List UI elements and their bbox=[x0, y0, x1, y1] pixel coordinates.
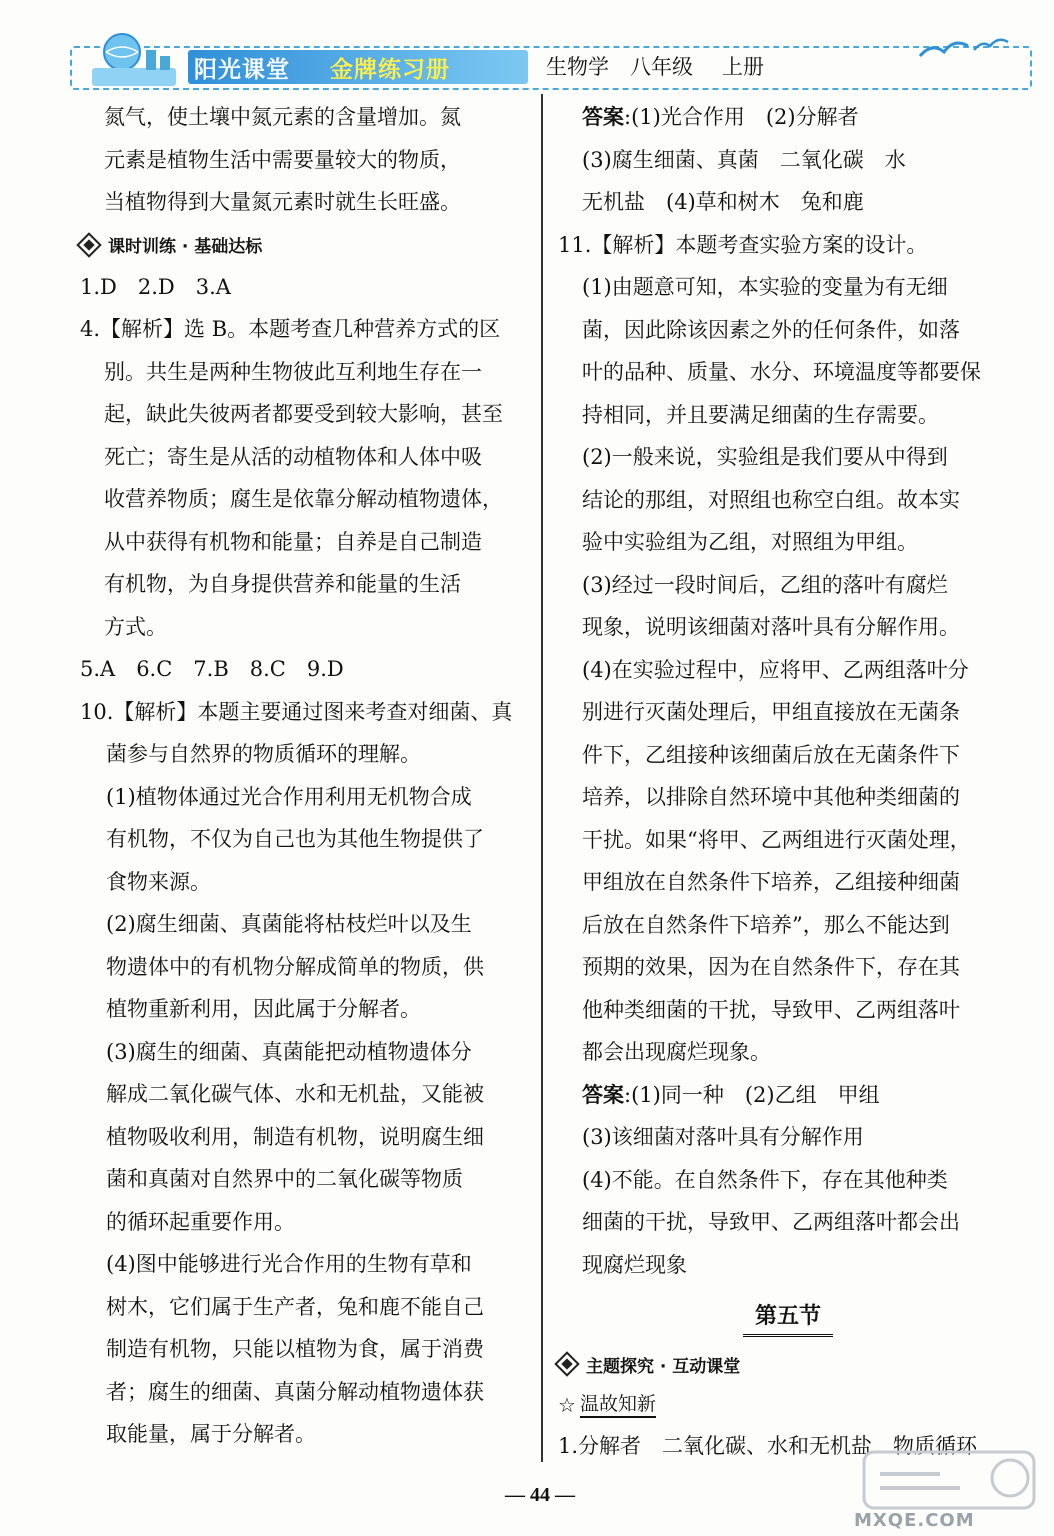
section-heading-explore bbox=[558, 1343, 1018, 1385]
text-line: 方式。 bbox=[104, 614, 167, 639]
section-title: 第五节 bbox=[743, 1300, 833, 1337]
text-line: 当植物得到大量氮元素时就生长旺盛。 bbox=[104, 190, 461, 214]
page-header bbox=[70, 28, 1030, 90]
text-line: 物遗体中的有机物分解成简单的物质，供 bbox=[106, 954, 484, 979]
text-line: (3)经过一段时间后，乙组的落叶有腐烂 bbox=[582, 572, 948, 597]
text-line: 现腐烂现象 bbox=[582, 1252, 687, 1277]
section-heading-text: 课时训练 · 基础达标 bbox=[108, 237, 263, 257]
text-line: 有机物，为自身提供营养和能量的生活 bbox=[104, 572, 461, 596]
answer-label: 答案 bbox=[582, 1082, 624, 1107]
text-line: 11.【解析】本题考查实验方案的设计。 bbox=[558, 232, 928, 257]
text-line bbox=[582, 1074, 1018, 1117]
text-line: 植物重新利用，因此属于分解者。 bbox=[106, 997, 421, 1021]
text-line: 别进行灭菌处理后，甲组直接放在无菌条 bbox=[582, 700, 960, 724]
text-line: 培养，以排除自然环境中其他种类细菌的 bbox=[582, 785, 960, 809]
text-line: 者；腐生的细菌、真菌分解动植物遗体获 bbox=[106, 1379, 484, 1404]
right-column bbox=[558, 96, 1018, 1468]
text-line: 后放在自然条件下培养”，那么不能达到 bbox=[582, 912, 950, 937]
text-line: 收营养物质；腐生是依靠分解动植物遗体， bbox=[104, 487, 503, 511]
review-heading bbox=[558, 1385, 1018, 1425]
text-line: (1)由题意可知，本实验的变量为有无细 bbox=[582, 275, 948, 299]
text-line: 细菌的干扰，导致甲、乙两组落叶都会出 bbox=[582, 1210, 960, 1234]
review-heading-text: 温故知新 bbox=[580, 1392, 656, 1418]
subject-label: 生物学 bbox=[546, 55, 609, 79]
intro-paragraph bbox=[80, 96, 532, 224]
text-line: 叶的品种、质量、水分、环境温度等都要保 bbox=[582, 360, 981, 384]
page-number: — 44 — bbox=[505, 1484, 575, 1506]
text-line: (1)植物体通过光合作用利用无机物合成 bbox=[106, 784, 472, 809]
text-line bbox=[582, 96, 1018, 139]
question-10 bbox=[80, 691, 532, 1456]
question-4 bbox=[80, 308, 532, 648]
text-line: 制造有机物，只能以植物为食，属于消费 bbox=[106, 1337, 484, 1361]
text-line: (4)图中能够进行光合作用的生物有草和 bbox=[106, 1252, 472, 1276]
column-divider bbox=[541, 94, 543, 1462]
text-line: 预期的效果，因为在自然条件下，存在其 bbox=[582, 955, 960, 979]
text-line: 甲组放在自然条件下培养，乙组接种细菌 bbox=[582, 870, 960, 894]
text-line: 无机盐 (4)草和树木 兔和鹿 bbox=[582, 190, 864, 214]
answer-text: :(1)光合作用 (2)分解者 bbox=[624, 105, 859, 129]
text-line: 菌参与自然界的物质循环的理解。 bbox=[106, 742, 421, 766]
text-line: 结论的那组，对照组也称空白组。故本实 bbox=[582, 487, 960, 512]
text-line: 从中获得有机物和能量；自养是自己制造 bbox=[104, 529, 482, 554]
text-line: (3)腐生的细菌、真菌能把动植物遗体分 bbox=[106, 1039, 472, 1064]
globe-logo-icon bbox=[84, 28, 184, 88]
section-heading-practice bbox=[80, 224, 532, 266]
text-line: 持相同，并且要满足细菌的生存需要。 bbox=[582, 402, 939, 427]
text-line: (3)该细菌对落叶具有分解作用 bbox=[582, 1125, 864, 1149]
diamond-bullet-icon bbox=[76, 232, 101, 257]
answers-5-9: 5.A 6.C 7.B 8.C 9.D bbox=[80, 657, 344, 681]
text-line: 验中实验组为乙组，对照组为甲组。 bbox=[582, 530, 918, 554]
text-line: 的循环起重要作用。 bbox=[106, 1209, 295, 1234]
text-line: 都会出现腐烂现象。 bbox=[582, 1040, 771, 1064]
text-line: 现象，说明该细菌对落叶具有分解作用。 bbox=[582, 615, 960, 639]
section-heading-text: 主题探究 · 互动课堂 bbox=[586, 1356, 741, 1377]
series-subtitle: 金牌练习册 bbox=[330, 57, 450, 83]
text-line: 树木，它们属于生产者，兔和鹿不能自己 bbox=[106, 1294, 484, 1319]
volume-label: 上册 bbox=[722, 55, 764, 79]
text-line: 食物来源。 bbox=[106, 869, 211, 894]
text-line: 取能量，属于分解者。 bbox=[106, 1422, 316, 1446]
text-line: 解成二氧化碳气体、水和无机盐，又能被 bbox=[106, 1082, 484, 1106]
text-line: 别。共生是两种生物彼此互利地生存在一 bbox=[104, 359, 482, 384]
birds-icon bbox=[910, 28, 1020, 68]
text-line: 植物吸收利用，制造有机物，说明腐生细 bbox=[106, 1124, 484, 1149]
text-line: (4)在实验过程中，应将甲、乙两组落叶分 bbox=[582, 657, 969, 682]
text-line: 菌，因此除该因素之外的任何条件，如落 bbox=[582, 317, 960, 342]
text-line: 他种类细菌的干扰，导致甲、乙两组落叶 bbox=[582, 997, 960, 1022]
answer-label: 答案 bbox=[582, 105, 624, 129]
question-11 bbox=[558, 224, 1018, 1287]
star-icon: ☆ bbox=[558, 1393, 576, 1417]
text-line: 10.【解析】本题主要通过图来考查对细菌、真 bbox=[80, 699, 513, 724]
diamond-bullet-icon bbox=[554, 1351, 579, 1376]
left-column bbox=[80, 96, 532, 1456]
answer-text: :(1)同一种 (2)乙组 甲组 bbox=[624, 1082, 880, 1107]
watermark-url: MXQE.COM bbox=[854, 1510, 975, 1531]
text-line: 菌和真菌对自然界中的二氧化碳等物质 bbox=[106, 1167, 463, 1191]
text-line: (2)腐生细菌、真菌能将枯枝烂叶以及生 bbox=[106, 912, 472, 936]
text-line: 起，缺此失彼两者都要受到较大影响，甚至 bbox=[104, 402, 503, 426]
text-line: (2)一般来说，实验组是我们要从中得到 bbox=[582, 445, 948, 469]
question-10-answer bbox=[558, 96, 1018, 224]
series-title: 阳光课堂 bbox=[194, 57, 290, 83]
text-line: 元素是植物生活中需要量较大的物质， bbox=[104, 147, 461, 172]
text-line: 件下，乙组接种该细菌后放在无菌条件下 bbox=[582, 742, 960, 767]
text-line: 干扰。如果“将甲、乙两组进行灭菌处理， bbox=[582, 827, 971, 852]
review-answer-line: 1.分解者 二氧化碳、水和无机盐 物质循环 bbox=[558, 1434, 978, 1458]
text-line: (3)腐生细菌、真菌 二氧化碳 水 bbox=[582, 147, 906, 172]
text-line: (4)不能。在自然条件下，存在其他种类 bbox=[582, 1167, 948, 1192]
text-line: 4.【解析】选 B。本题考查几种营养方式的区 bbox=[80, 317, 501, 341]
text-line: 死亡；寄生是从活的动植物体和人体中吸 bbox=[104, 444, 482, 469]
grade-label: 八年级 bbox=[630, 55, 693, 79]
text-line: 氮气，使土壤中氮元素的含量增加。氮 bbox=[104, 105, 461, 129]
text-line: 有机物，不仅为自己也为其他生物提供了 bbox=[106, 827, 484, 851]
answers-1-3: 1.D 2.D 3.A bbox=[80, 274, 231, 299]
